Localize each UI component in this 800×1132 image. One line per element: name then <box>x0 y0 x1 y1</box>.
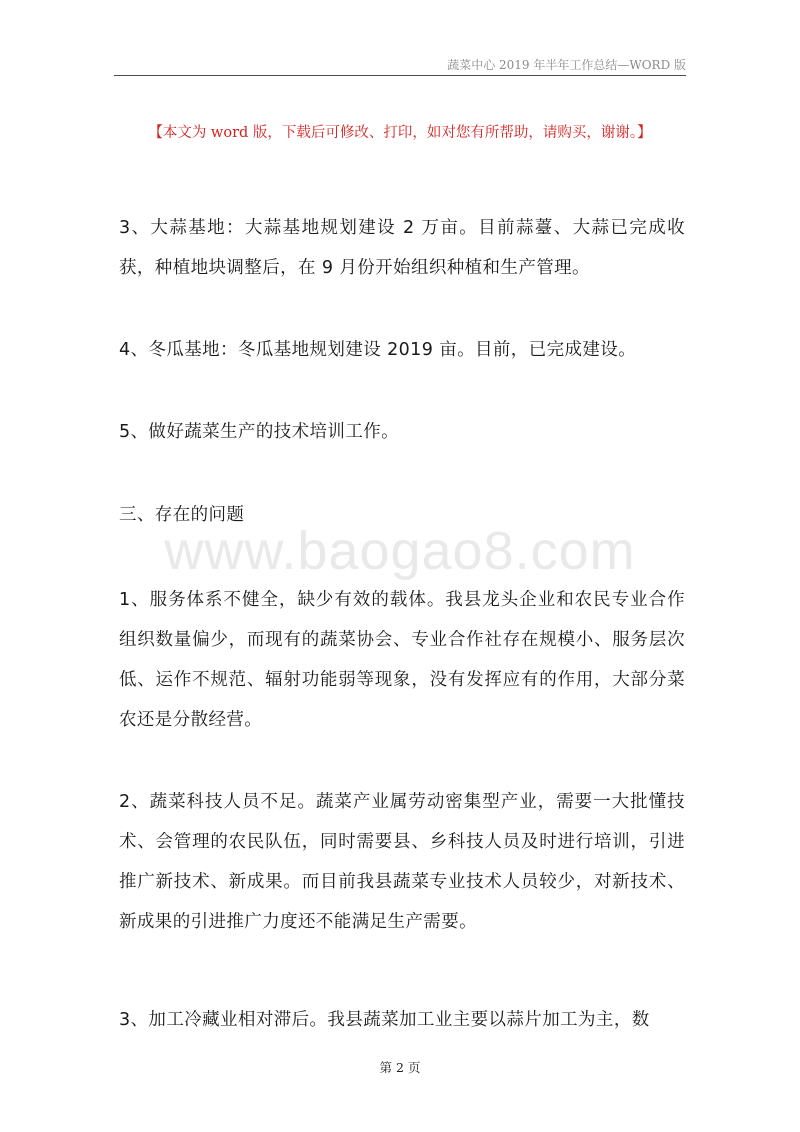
paragraph-training: 5、做好蔬菜生产的技术培训工作。 <box>119 422 400 442</box>
header-divider <box>114 75 686 76</box>
paragraph-wax-gourd-base: 4、冬瓜基地：冬瓜基地规划建设 2019 亩。目前，已完成建设。 <box>119 340 637 360</box>
paragraph-problem-tech-staff: 2、蔬菜科技人员不足。蔬菜产业属劳动密集型产业，需要一大批懂技术、会管理的农民队伍，同时需要县、乡科技人员及时进行培训，引进推广新技术、新成果。而目前我县蔬菜专业技术人员较少，对新技术、新成果的引进推广力度还不能满足生产需要。 <box>119 792 685 932</box>
header-title: 蔬菜中心 2019 年半年工作总结—WORD 版 <box>447 58 686 72</box>
watermark-text: www.baogao8.com <box>164 521 636 581</box>
paragraph-garlic-base: 3、大蒜基地：大蒜基地规划建设 2 万亩。目前蒜薹、大蒜已完成收获，种植地块调整后，在 9 月份开始组织种植和生产管理。 <box>119 218 685 278</box>
paragraph-problem-processing: 3、加工冷藏业相对滞后。我县蔬菜加工业主要以蒜片加工为主，数 <box>119 1010 650 1030</box>
purchase-notice: 【本文为 word 版，下载后可修改、打印，如对您有所帮助，请购买，谢谢。】 <box>148 125 652 141</box>
page-number: 第 2 页 <box>379 1060 421 1075</box>
section-heading-problems: 三、存在的问题 <box>119 505 245 525</box>
paragraph-problem-service-system: 1、服务体系不健全，缺少有效的载体。我县龙头企业和农民专业合作组织数量偏少，而现有的蔬菜协会、专业合作社存在规模小、服务层次低、运作不规范、辐射功能弱等现象，没有发挥应有的作用，大部分菜农还是分散经营。 <box>119 590 685 730</box>
